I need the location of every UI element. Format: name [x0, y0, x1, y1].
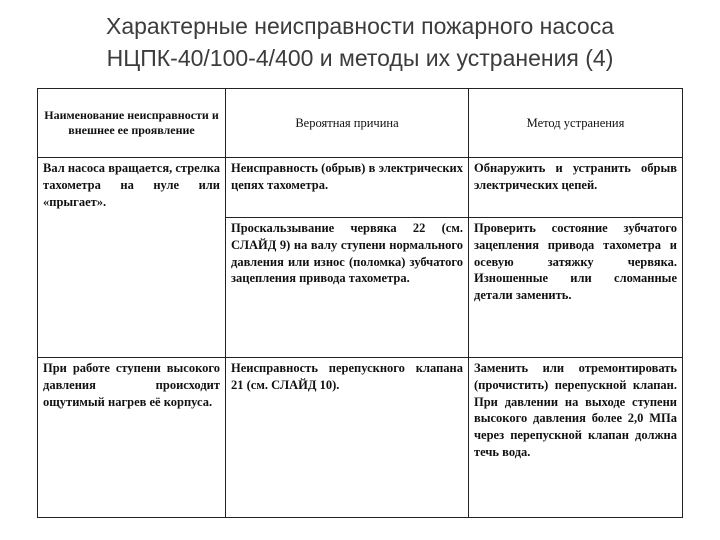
table-row — [38, 358, 683, 518]
remedy-cell — [469, 158, 683, 218]
remedy-cell — [469, 218, 683, 358]
header-cause: Вероятная причина — [226, 89, 469, 158]
header-fault: Наименование неисправности и внешнее ее проявление — [38, 89, 226, 158]
remedy-cell — [469, 358, 683, 518]
faults-table — [37, 88, 683, 518]
fault-cell — [38, 358, 226, 518]
table-row — [38, 158, 683, 218]
cause-cell — [226, 218, 469, 358]
fault-cell — [38, 158, 226, 358]
cause-cell — [226, 158, 469, 218]
slide-title-line-2: НЦПК-40/100-4/400 и методы их устранения (4) — [106, 45, 614, 71]
cause-text: Неисправность (обрыв) в электрических цепях тахометра. — [231, 161, 463, 192]
cause-cell — [226, 358, 469, 518]
table-header-row — [38, 89, 683, 158]
remedy-text: Проверить состояние зубчатого зацепления привода тахометра и осевую затяжку червяка. Изношенные или сломанные детали заменить. — [474, 221, 677, 303]
fault-text: Вал насоса вращается, стрелка тахометра на нуле или «прыгает». — [43, 161, 220, 209]
remedy-text: Заменить или отремонтировать (прочистить) перепускной клапан. При давлении на выходе ступени высокого давления более 2,0 МПа через перепускной клапан должна течь вода. — [474, 361, 677, 459]
slide-title-line-1: Характерные неисправности пожарного насоса — [105, 13, 615, 39]
fault-text: При работе ступени высокого давления происходит ощутимый нагрев её корпуса. — [43, 361, 220, 409]
cause-text: Неисправность перепускного клапана 21 (см. СЛАЙД 10). — [231, 361, 463, 392]
header-remedy: Метод устранения — [469, 89, 683, 158]
remedy-text: Обнаружить и устранить обрыв электрических цепей. — [474, 161, 677, 192]
cause-text: Проскальзывание червяка 22 (см. СЛАЙД 9) на валу ступени нормального давления или износ (поломка) зубчатого зацепления привода тахометра. — [231, 221, 463, 286]
slide-title — [0, 10, 720, 74]
